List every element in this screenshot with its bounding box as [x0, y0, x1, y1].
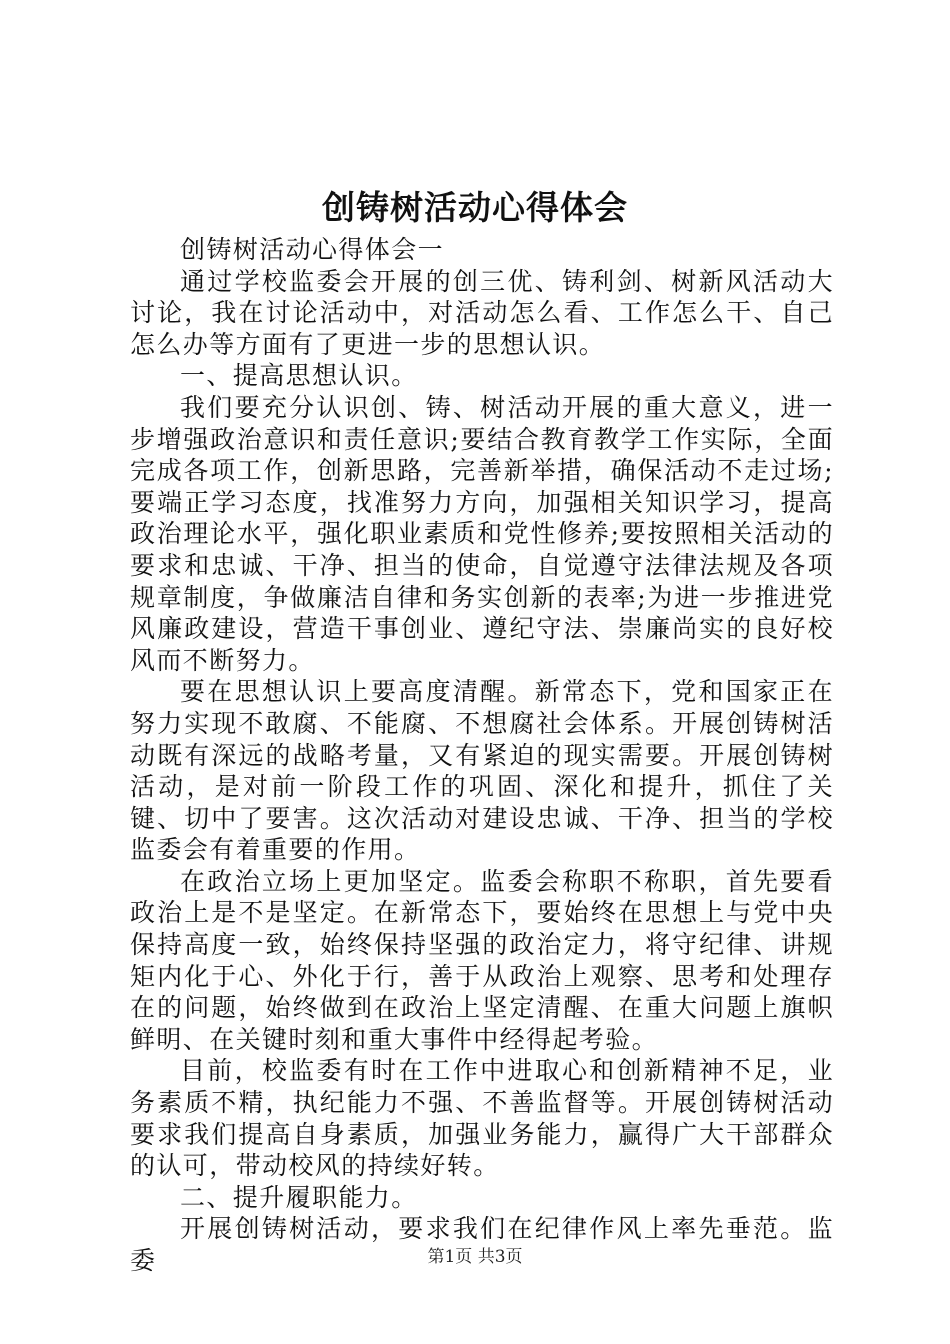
paragraph-current-issues: 目前，校监委有时在工作中进取心和创新精神不足，业务素质不精，执纪能力不强、不善监督等。开展创铸树活动要求我们提高自身素质，加强业务能力，赢得广大干部群众的认可，带动校风的持续好转。 [130, 1056, 834, 1181]
paragraph-subtitle: 创铸树活动心得体会一 [180, 235, 445, 264]
section-heading-2: 二、提升履职能力。 [180, 1182, 418, 1212]
document-body [130, 234, 834, 1277]
document-title: 创铸树活动心得体会 [322, 188, 628, 227]
paragraph-intro: 通过学校监委会开展的创三优、铸利剑、树新风活动大讨论，我在讨论活动中，对活动怎么看、工作怎么干、自己怎么办等方面有了更进一步的思想认识。 [130, 266, 834, 359]
section-heading-1: 一、提高思想认识。 [180, 361, 418, 391]
page-number-footer: 第1页 共3页 [427, 1247, 523, 1267]
paragraph-political-stance: 在政治立场上更加坚定。监委会称职不称职，首先要看政治上是不是坚定。在新常态下，要始终在思想上与党中央保持高度一致，始终保持坚强的政治定力，将守纪律、讲规矩内化于心、外化于行，善于从政治上观察、思考和处理存在的问题，始终做到在政治上坚定清醒、在重大问题上旗帜鲜明、在关键时刻和重大事件中经得起考验。 [130, 866, 834, 1054]
paragraph-duty: 开展创铸树活动，要求我们在纪律作风上率先垂范。监委 [130, 1214, 834, 1275]
paragraph-awareness: 我们要充分认识创、铸、树活动开展的重大意义，进一步增强政治意识和责任意识;要结合教育教学工作实际，全面完成各项工作，创新思路，完善新举措，确保活动不走过场;要端正学习态度，找准努力方向，加强相关知识学习，提高政治理论水平，强化职业素质和党性修养;要按照相关活动的要求和忠诚、干净、担当的使命，自觉遵守法律法规及各项规章制度，争做廉洁自律和务实创新的表率;为进一步推进党风廉政建设，营造干事创业、遵纪守法、崇廉尚实的良好校风而不断努力。 [130, 392, 834, 675]
paragraph-clear-thinking: 要在思想认识上要高度清醒。新常态下，党和国家正在努力实现不敢腐、不能腐、不想腐社会体系。开展创铸树活动既有深远的战略考量，又有紧迫的现实需要。开展创铸树活动，是对前一阶段工作的巩固、深化和提升，抓住了关键、切中了要害。这次活动对建设忠诚、干净、担当的学校监委会有着重要的作用。 [130, 677, 834, 865]
